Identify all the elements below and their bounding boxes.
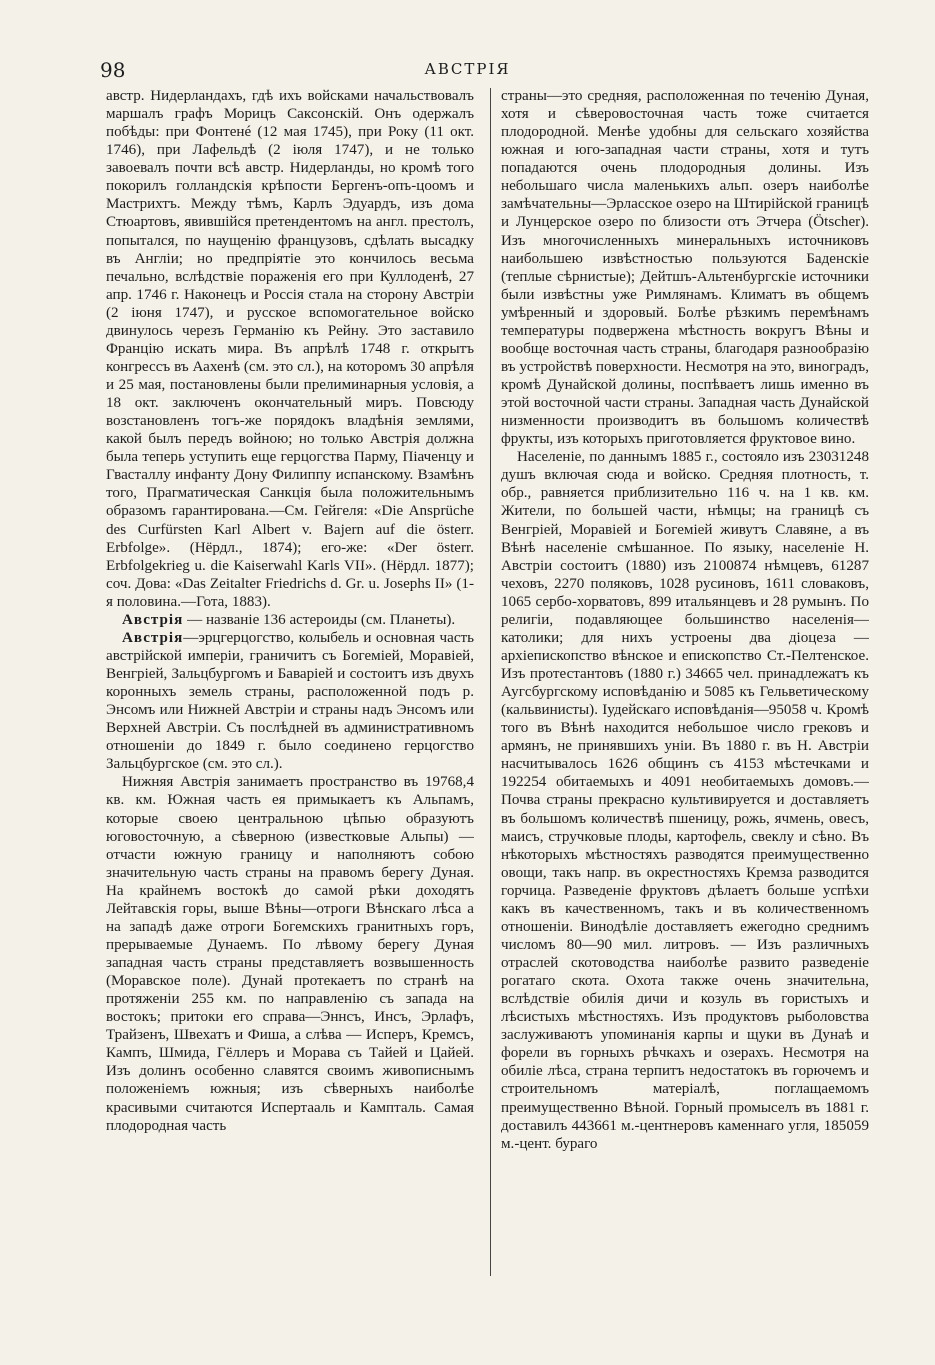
paragraph: австр. Нидерландахъ, гдѣ ихъ войсками начальствовалъ маршалъ графъ Морицъ Саксонскій. Онъ одержалъ побѣды: при Фонтенé (12 мая 1745), при Року (11 окт. 1746), при Лафельдѣ (2 іюля 1747), и не только завоевалъ почти всѣ австр. Нидерланды, но кромѣ того покорилъ голландскія крѣпости Бергенъ-опъ-цоомъ и Мастрихтъ. Между тѣмъ, Карлъ Эдуардъ, изъ дома Стюартовъ, явившійся претендентомъ на англ. престолъ, попытался, по наущенію французовъ, сдѣлать высадку въ Англіи; но предпріятіе это кончилось весьма печально, вслѣдствіе пораженія его при Куллоденѣ, 27 апр. 1746 г. Наконецъ и Россія стала на сторону Австріи (2 іюня 1747), и русское вспомогательное войско двинулось черезъ Германію къ Рейну. Это заставило Францію искать мира. Въ апрѣлѣ 1748 г. открытъ конгрессъ въ Аахенѣ (см. это сл.), на которомъ 30 апрѣля и 25 мая, постановлены были прелиминарныя условія, а 18 окт. заключенъ окончательный миръ. Повсюду возстановленъ тогъ-же порядокъ владѣнія землями, какой былъ передъ войною; но только Австрія должна была теперь уступить еще герцогства Парму, Піаченцу и Гвасталлу инфанту Дону Филиппу испанскому. Взамѣнъ того, Прагматическая Санкція была положительнымъ образомъ гарантирована.—См. Гейгеля: «Die Ansprüche des Curfürsten Karl Albert v. Bajern auf die österr. Erbfolge». (Нёрдл., 1874); его-же: «Der österr. Erbfolgekrieg u. die Kaiserwahl Karls VII». (Нёрдл. 1877); соч. Дова: «Das Zeitalter Friedrichs d. Gr. u. Josephs II» (1-я половина.—Гота, 1883). [106, 88, 474, 610]
headword: Австрія [122, 629, 184, 646]
left-column [106, 87, 474, 1277]
entry-paragraph: Австрія — названіе 136 астероиды (см. Планеты). [122, 611, 456, 628]
headword: Австрія [122, 611, 184, 628]
entry-paragraph: Австрія—эрцгерцогство, колыбель и основная часть австрійской имперіи, граничитъ съ Богеміей, Моравіей, Венгріей, Зальцбургомъ и Баваріей и состоитъ изъ двухъ коронныхъ земель страны, расположенной подъ р. Энсомъ или Нижней Австріи и страны надъ Энсомъ или Верхней Австріи. Съ послѣдней въ административномъ отношеніи до 1849 г. было соединено герцогство Зальцбургское (см. это сл.). [106, 629, 474, 773]
paragraph: Нижняя Австрія занимаетъ пространство въ 19768,4 кв. км. Южная часть ея примыкаетъ къ Альпамъ, которые своею центральною цѣпью образуютъ юговосточную, а сѣверною (известковые Альпы) — отчасти южную границу и наполняютъ собою значительную часть страны на правомъ берегу Дуная. На крайнемъ востокѣ до самой рѣки доходятъ Лейтавскія горы, выше Вѣны—отроги Вѣнскаго лѣса а на западѣ даже отроги Богемскихъ гранитныхъ горъ, прерываемые Дунаемъ. По лѣвому берегу Дуная западная часть страны представляетъ возвышенность (Моравское поле). Дунай протекаетъ по странѣ на протяженіи 255 км. по направленію съ запада на востокъ; притоки его справа—Эннсъ, Инсъ, Эрлафъ, Трайзенъ, Швехатъ и Фиша, а слѣва — Исперъ, Кремсъ, Кампъ, Шмида, Гёллеръ и Морава съ Тайей и Цайей. Изъ долинъ особенно славятся своимъ живописнымъ положеніемъ южныя; изъ сѣверныхъ наиболѣе красивыми считаются Испертааль и Кампталь. Самая плодородная часть [106, 774, 474, 1134]
column-divider [490, 88, 491, 1276]
paragraph: страны—это средняя, расположенная по теченію Дуная, хотя и сѣверовосточная часть тоже считается плодородной. Менѣе удобны для сельскаго хозяйства южная и юго-западная части страны, хотя и тутъ попадаются очень плодородныя долины. Изъ небольшаго числа маленькихъ альп. озеръ наиболѣе замѣчательны—Эрласское озеро на Штирійской границѣ и Лунцерское озеро по близости отъ Этчера (Ötscher). Изъ многочисленныхъ минеральныхъ источниковъ наибольшею извѣстностью пользуются Баденскіе (теплые сѣрнистые); Дейтшъ-Альтенбургскіе источники были извѣстны уже Римлянамъ. Климатъ въ общемъ умѣренный и здоровый. Болѣе рѣзкимъ перемѣнамъ температуры подвержена мѣстность вокругъ Вѣны и вообще восточная часть страны, благодаря разнообразію въ устройствѣ поверхности. Несмотря на это, виноградъ, кромѣ Дунайской долины, поспѣваетъ лишь именно въ этой восточной части страны. Западная часть Дунайской низменности производитъ въ большомъ количествѣ фрукты, изъ которыхъ приготовляется фруктовое вино. [501, 88, 869, 448]
page-number: 98 [100, 58, 126, 82]
running-title: АВСТРІЯ [424, 60, 511, 78]
right-column [501, 87, 869, 1277]
paragraph: Населеніе, по даннымъ 1885 г., состояло изъ 23031248 душъ включая сюда и войско. Средняя плотность, т. обр., равняется приблизительно 116 ч. на 1 кв. км. Жители, по большей части, нѣмцы; на границѣ съ Венгріей, Моравіей и Богеміей живутъ Славяне, а въ Вѣнѣ населеніе смѣшанное. По языку, населеніе Н. Австріи состоитъ (1880) изъ 2100874 нѣмцевъ, 61287 чеховъ, 2270 поляковъ, 1028 русиновъ, 1611 словаковъ, 1065 сербо-хорватовъ, 899 итальянцевъ и 28 румынъ. По религіи, подавляющее большинство населенія—католики; для нихъ устроены два діоцеза — архіепископство вѣнское и епископство Ст.-Пелтенское. Изъ протестантовъ (1880 г.) 34665 чел. принадлежатъ къ Аугсбургскому исповѣданію и 5085 къ Гельветическому (кальвинисты). Іудейскаго исповѣданія—95058 ч. Кромѣ того въ Вѣнѣ находится небольшое число грековъ и армянъ, не принявшихъ уніи. Въ 1880 г. въ Н. Австріи насчитывалось 1626 общинъ съ 4153 мѣстечками и 192254 обитаемыхъ и 4091 необитаемыхъ домовъ.—Почва страны прекрасно культивируется и доставляетъ въ большомъ количествѣ пшеницу, рожь, ячмень, овесъ, маисъ, стручковые плоды, картофель, свеклу и сѣно. Въ нѣкоторыхъ мѣстностяхъ разводятся преимущественно овощи, такъ напр. въ окрестностяхъ Кремза разводится горчица. Разведеніе фруктовъ дѣлаетъ больше успѣхи какъ въ качественномъ, такъ и въ количественномъ отношеніи. Винодѣліе доставляетъ ежегодно среднимъ числомъ 80—90 мил. литровъ. — Изъ различныхъ отраслей скотоводства наиболѣе развито разведеніе рогатаго скота. Охота также очень значительна, вслѣдствіе обилія дичи и козуль въ гористыхъ и лѣсистыхъ мѣстностяхъ. Изъ продуктовъ рыболовства заслуживаютъ упоминанія карпы и щуки въ Дунаѣ и форели въ горныхъ рѣчкахъ и озерахъ. Несмотря на обиліе лѣса, страна терпитъ недостатокъ въ горючемъ и строительномъ матеріалѣ, поглащаемомъ преимущественно Вѣной. Горный промыселъ въ 1881 г. доставилъ 443661 м.-центнеровъ каменнаго угля, 185059 м.-цент. бураго [501, 449, 869, 1152]
